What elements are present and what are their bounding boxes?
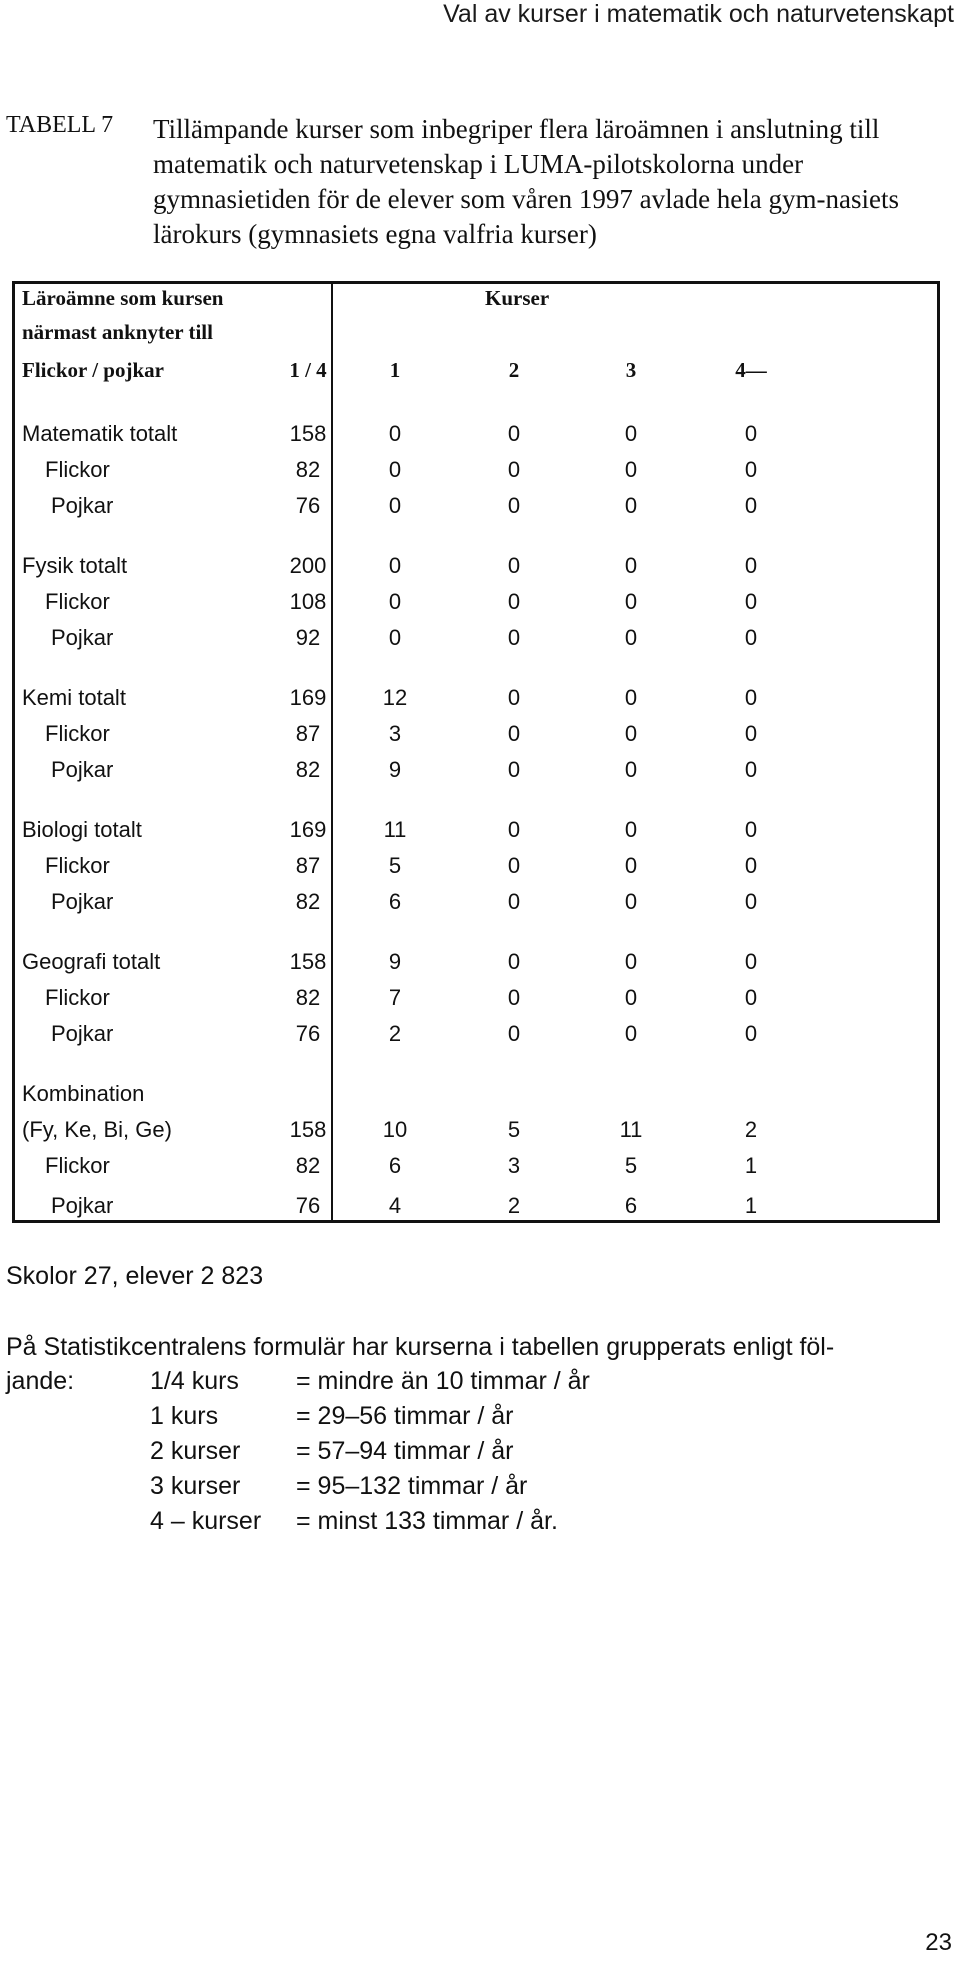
table-cell: 0 [744,625,758,650]
row-label: Flickor [45,853,110,878]
table-cell: 0 [624,757,638,782]
table-cell: 6 [624,1193,638,1218]
explanation-term: 1 kurs [150,1402,219,1430]
table-cell: 82 [295,985,321,1010]
explanation-definition: = minst 133 timmar / år. [296,1507,558,1535]
header-left-line2: närmast anknyter till [22,320,213,344]
row-label: Pojkar [51,1021,114,1046]
explanation-term: 4 – kurser [150,1507,262,1535]
schools-note: Skolor 27, elever 2 823 [6,1262,264,1290]
row-label: Flickor [45,457,110,482]
table-cell: 3 [507,1153,521,1178]
table-cell: 87 [295,721,321,746]
explanation-term: 1/4 kurs [150,1367,239,1395]
table-cell: 6 [388,889,402,914]
table-cell: 0 [624,985,638,1010]
table-cell: 0 [624,553,638,578]
column-header: 1 / 4 [289,358,327,382]
table-cell: 12 [382,685,408,710]
column-header: 2 [508,358,520,382]
table-cell: 0 [507,553,521,578]
table-cell: 0 [507,1021,521,1046]
table-cell: 2 [388,1021,402,1046]
table-cell: 5 [507,1117,521,1142]
table-cell: 10 [382,1117,408,1142]
table-cell: 0 [507,817,521,842]
table-cell: 0 [624,853,638,878]
table-cell: 11 [619,1117,643,1142]
table-cell: 0 [744,817,758,842]
table-cell: 0 [624,889,638,914]
row-label: Fysik totalt [22,553,128,578]
table-cell: 9 [388,757,402,782]
data-table [12,281,940,1223]
row-label: Matematik totalt [22,421,178,446]
table-cell: 0 [507,493,521,518]
row-label: Flickor [45,721,110,746]
table-cell: 108 [289,589,327,614]
table-cell: 0 [388,625,402,650]
table-cell: 0 [744,721,758,746]
table-cell: 76 [295,493,321,518]
row-label: Geografi totalt [22,949,161,974]
table-cell: 2 [507,1193,521,1218]
table-cell: 0 [744,949,758,974]
table-cell: 0 [624,721,638,746]
explanation-term: 3 kurser [150,1472,241,1500]
table-cell: 0 [507,685,521,710]
column-header: 1 [389,358,401,382]
table-cell: 0 [744,757,758,782]
table-cell: 0 [388,457,402,482]
table-cell: 169 [289,685,327,710]
table-cell: 0 [744,553,758,578]
column-header: 3 [625,358,637,382]
column-header: 4— [735,358,767,382]
explanation-lead: jande: [6,1367,75,1395]
table-cell: 0 [624,625,638,650]
table-cell: 0 [388,493,402,518]
table-cell: 82 [295,1153,321,1178]
table-cell: 2 [744,1117,758,1142]
row-label: Pojkar [51,889,114,914]
table-cell: 0 [624,1021,638,1046]
table-cell: 0 [507,625,521,650]
table-cell: 169 [289,817,327,842]
table-cell: 0 [507,949,521,974]
table-cell: 5 [624,1153,638,1178]
table-cell: 0 [744,493,758,518]
table-cell: 0 [507,985,521,1010]
caption-label: TABELL 7 [6,112,114,138]
table-cell: 76 [295,1021,321,1046]
table-cell: 87 [295,853,321,878]
header-left-line1: Läroämne som kursen [22,286,224,310]
row-label: Biologi totalt [22,817,142,842]
table-cell: 11 [383,817,407,842]
table-cell: 0 [744,853,758,878]
table-cell: 0 [624,493,638,518]
header-group-kurser: Kurser [485,286,550,310]
table-cell: 0 [388,553,402,578]
row-label: Pojkar [51,757,114,782]
table-cell: 0 [624,421,638,446]
table-cell: 5 [388,853,402,878]
table-cell: 7 [388,985,402,1010]
table-cell: 3 [388,721,402,746]
table-cell: 158 [289,421,327,446]
table-cell: 0 [388,589,402,614]
table-cell: 0 [744,589,758,614]
header-left-line3: Flickor / pojkar [22,358,164,382]
table-cell: 9 [388,949,402,974]
table-cell: 92 [295,625,321,650]
table-cell: 0 [744,1021,758,1046]
table-cell: 0 [507,589,521,614]
explanation-term: 2 kurser [150,1437,241,1465]
table-cell: 6 [388,1153,402,1178]
explanation-definition: = 57–94 timmar / år [296,1437,514,1465]
table-cell: 158 [289,1117,327,1142]
row-label: Pojkar [51,1193,114,1218]
row-label: Flickor [45,589,110,614]
table-cell: 0 [624,949,638,974]
table-cell: 0 [624,457,638,482]
table-cell: 76 [295,1193,321,1218]
row-label: (Fy, Ke, Bi, Ge) [22,1117,172,1142]
table-cell: 82 [295,457,321,482]
row-label: Flickor [45,1153,110,1178]
explanation-line1: På Statistikcentralens formulär har kurserna i tabellen grupperats enligt föl- [6,1333,835,1361]
table-cell: 82 [295,757,321,782]
table-cell: 0 [507,889,521,914]
table-cell: 0 [744,457,758,482]
explanation-definition: = mindre än 10 timmar / år [296,1367,590,1395]
table-cell: 4 [388,1193,402,1218]
table-cell: 82 [295,889,321,914]
table-cell: 1 [744,1153,758,1178]
row-label: Pojkar [51,625,114,650]
table-cell: 0 [507,853,521,878]
table-cell: 0 [744,685,758,710]
row-label: Kemi totalt [22,685,126,710]
row-label: Pojkar [51,493,114,518]
table-cell: 1 [744,1193,758,1218]
table-cell: 200 [289,553,327,578]
table-cell: 0 [624,817,638,842]
table-cell: 0 [744,889,758,914]
explanation-definition: = 29–56 timmar / år [296,1402,514,1430]
row-label: Kombination [22,1081,145,1106]
caption-text: Tillämpande kurser som inbegriper flera läroämnen i anslutning till matematik och naturvetenskap i LUMA-pilotskolorna under gymnasietiden för de elever som våren 1997 avlade hela gym-nasiets lärokurs (gymnasiets egna valfria kurser) [153,114,899,249]
table-cell: 0 [624,685,638,710]
page-number: 23 [925,1929,952,1956]
table-cell: 0 [507,721,521,746]
table-cell: 0 [507,421,521,446]
table-cell: 0 [388,421,402,446]
explanation-definition: = 95–132 timmar / år [296,1472,528,1500]
table-cell: 158 [289,949,327,974]
table-cell: 0 [507,757,521,782]
row-label: Flickor [45,985,110,1010]
running-head: Val av kurser i matematik och naturvetenskapt [443,0,954,28]
table-cell: 0 [744,421,758,446]
table-cell: 0 [624,589,638,614]
table-cell: 0 [507,457,521,482]
table-cell: 0 [744,985,758,1010]
